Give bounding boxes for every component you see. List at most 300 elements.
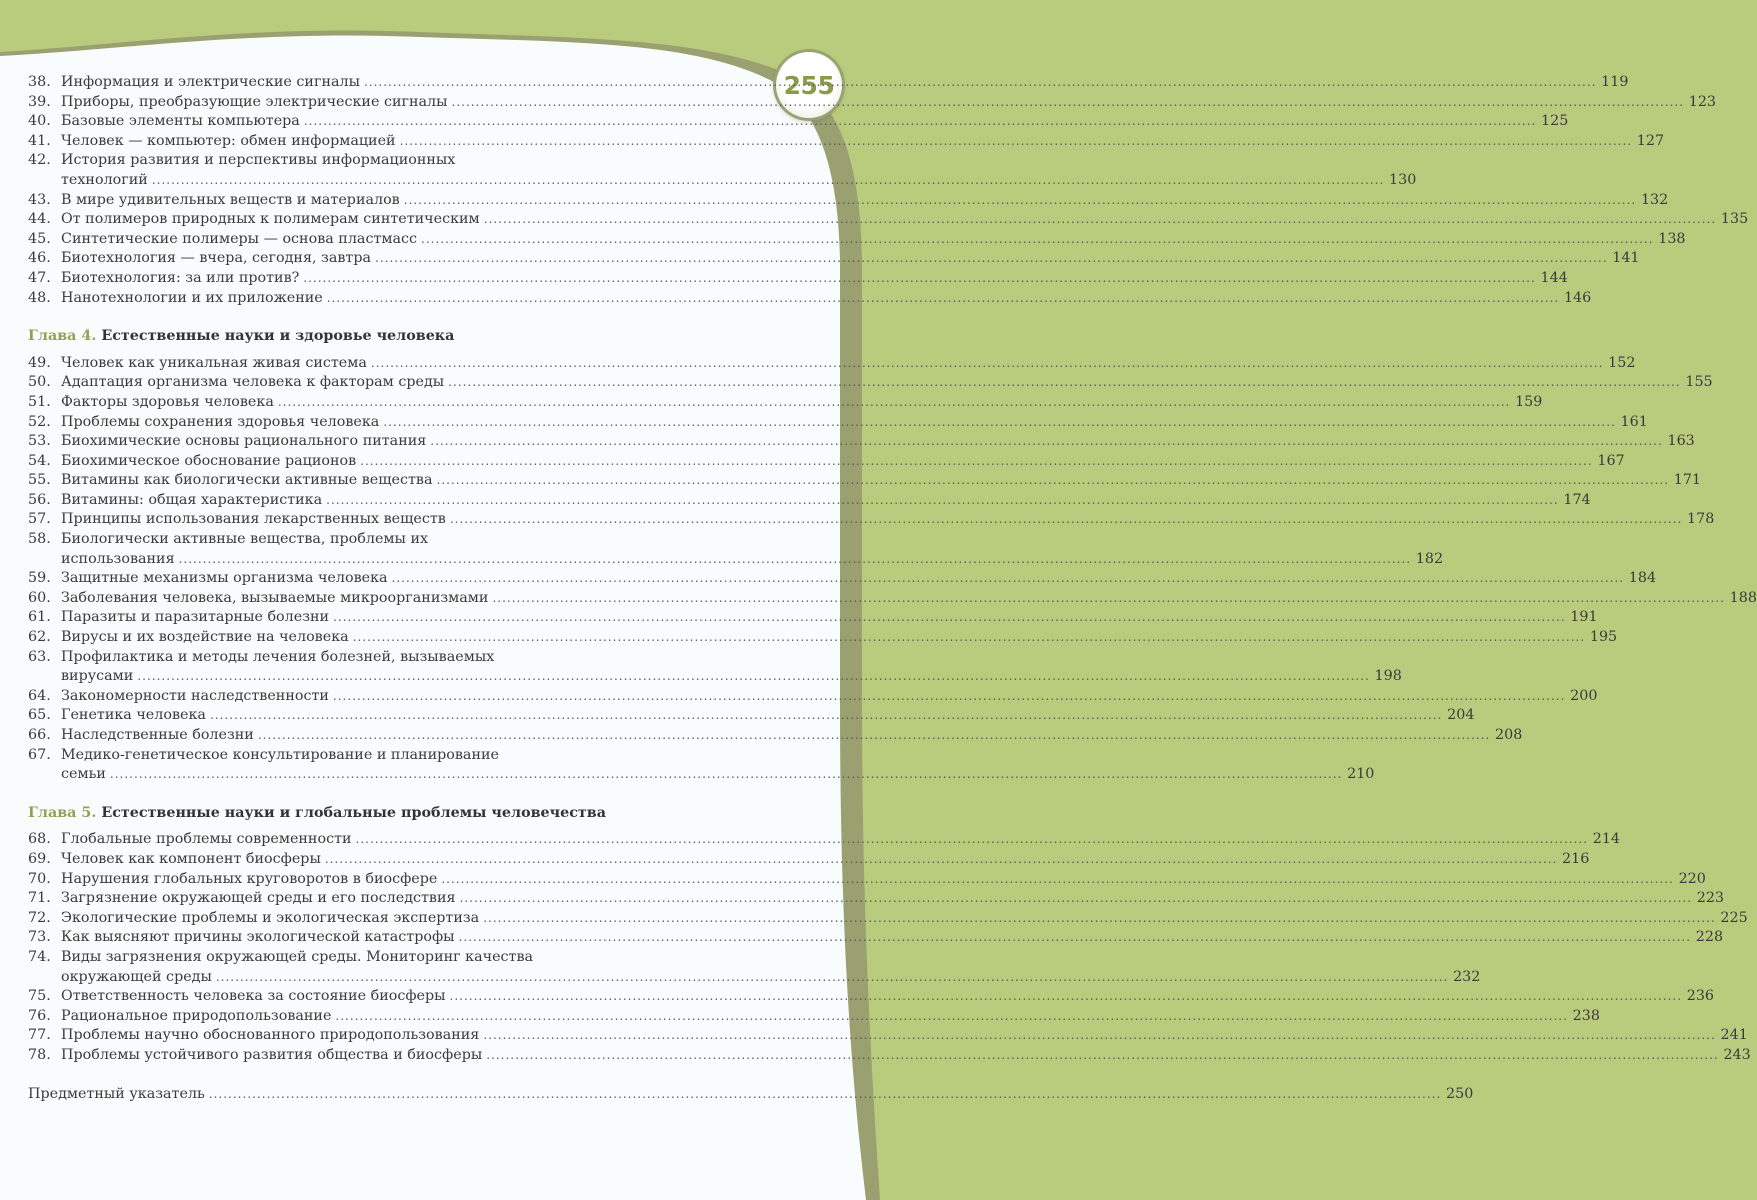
entry-number: 66. <box>28 727 51 743</box>
entry-number: 76. <box>28 1007 51 1024</box>
entry-number: 53. <box>28 433 51 450</box>
entry-title[interactable]: Загрязнение окружающей среды и его последствия <box>61 890 456 907</box>
entry-line <box>61 909 1748 929</box>
entry-title[interactable]: История развития и перспективы информационных <box>61 152 456 169</box>
entry-title[interactable]: использования <box>61 550 175 567</box>
entry-line <box>61 830 1620 850</box>
entry-title[interactable]: Нанотехнологии и их приложение <box>61 289 323 306</box>
toc-entry[interactable] <box>28 1046 1751 1066</box>
entry-title[interactable]: Как выясняют причины экологической катастрофы <box>61 929 455 946</box>
dot-leader <box>356 830 1589 850</box>
entry-title[interactable]: Биотехнология: за или против? <box>61 269 300 286</box>
entry-page[interactable]: 208 <box>1495 727 1523 743</box>
entry-number: 57. <box>28 511 51 528</box>
entry-title[interactable]: Витамины как биологически активные вещества <box>61 472 433 489</box>
entry-page[interactable]: 216 <box>1562 850 1590 867</box>
dot-leader <box>110 765 1343 785</box>
entry-line <box>61 968 1480 988</box>
entry-title[interactable]: От полимеров природных к полимерам синтетическим <box>61 211 480 228</box>
toc-entry[interactable] <box>28 589 1757 609</box>
entry-title[interactable]: Вирусы и их воздействие на человека <box>61 629 349 646</box>
entry-body <box>61 628 1617 648</box>
entry-body <box>61 1046 1751 1066</box>
entry-title[interactable]: Проблемы сохранения здоровья человека <box>61 413 380 430</box>
entry-line <box>61 452 1625 472</box>
toc-entry[interactable] <box>28 830 1621 850</box>
dot-leader <box>483 909 1716 929</box>
entry-number: 63. <box>28 648 51 665</box>
entry-page[interactable]: 127 <box>1636 132 1665 149</box>
entry-line <box>61 889 1724 909</box>
entry-line <box>61 987 1714 1007</box>
entry-page[interactable]: 195 <box>1589 629 1618 646</box>
entry-title[interactable]: Виды загрязнения окружающей среды. Мониторинг качества <box>61 948 534 965</box>
entry-page[interactable]: 182 <box>1415 550 1444 567</box>
entry-body <box>61 608 1598 628</box>
toc-entry[interactable] <box>28 491 1591 511</box>
toc-entry[interactable] <box>28 909 1748 929</box>
toc-entry[interactable] <box>28 850 1590 870</box>
entry-page[interactable]: 232 <box>1453 968 1481 985</box>
entry-body <box>61 452 1625 472</box>
entry-title[interactable]: технологий <box>61 171 148 188</box>
entry-line <box>61 928 1723 948</box>
entry-title[interactable]: Заболевания человека, вызываемые микроорганизмами <box>61 589 489 606</box>
entry-body <box>61 249 1640 269</box>
entry-page[interactable]: 159 <box>1515 393 1543 410</box>
entry-line <box>61 132 1664 152</box>
dot-leader <box>486 1046 1719 1066</box>
entry-line <box>61 269 1568 289</box>
entry-body <box>61 726 1522 746</box>
entry-line <box>61 73 1628 93</box>
entry-body <box>61 510 1714 530</box>
entry-number: 78. <box>28 1046 51 1063</box>
entry-page[interactable]: 161 <box>1620 413 1648 430</box>
entry-body <box>61 373 1713 393</box>
toc-entry[interactable] <box>28 230 1686 250</box>
entry-line <box>61 151 1416 171</box>
entry-page[interactable]: 174 <box>1563 491 1591 508</box>
entry-title[interactable]: Наследственные болезни <box>61 727 254 743</box>
entry-body <box>61 687 1597 707</box>
entry-number: 39. <box>28 93 51 110</box>
entry-title[interactable]: Биохимическое обоснование рационов <box>61 452 357 469</box>
entry-body <box>61 132 1664 152</box>
dot-leader <box>437 471 1670 491</box>
chapter-title: Естественные науки и глобальные проблемы человечества <box>101 804 606 821</box>
dot-leader <box>400 132 1633 152</box>
toc-entry[interactable] <box>28 432 1695 452</box>
entry-line <box>61 249 1640 269</box>
entry-body <box>61 354 1635 374</box>
entry-number: 58. <box>28 531 51 548</box>
entry-title[interactable]: Биотехнология — вчера, сегодня, завтра <box>61 250 372 267</box>
entry-line <box>61 1046 1751 1066</box>
entry-title[interactable]: окружающей среды <box>61 968 212 985</box>
entry-number: 75. <box>28 988 51 1005</box>
page-number: 255 <box>783 70 835 100</box>
entry-page[interactable]: 178 <box>1687 511 1715 528</box>
entry-title[interactable]: Защитные механизмы организма человека <box>61 570 388 587</box>
toc-entry[interactable] <box>28 191 1669 211</box>
entry-line <box>61 726 1522 746</box>
entry-page[interactable]: 200 <box>1570 687 1598 704</box>
toc-entry[interactable] <box>28 948 1481 987</box>
chapter-label: Глава 4. <box>28 328 97 345</box>
entry-title[interactable]: Биохимические основы рационального питания <box>61 433 427 450</box>
entry-body <box>61 987 1714 1007</box>
dot-leader <box>392 569 1625 589</box>
toc-entry[interactable] <box>28 889 1725 909</box>
dot-leader <box>152 171 1385 191</box>
dot-leader <box>333 687 1566 707</box>
entry-body <box>61 870 1706 890</box>
dot-leader <box>441 870 1674 890</box>
entry-line <box>61 491 1591 511</box>
dot-leader <box>216 968 1449 988</box>
entry-body <box>61 289 1591 309</box>
entry-page[interactable]: 135 <box>1720 211 1749 228</box>
entry-body <box>61 928 1723 948</box>
entry-title[interactable]: Профилактика и методы лечения болезней, вызываемых <box>61 648 495 665</box>
entry-number: 61. <box>28 609 51 626</box>
entry-title[interactable]: Принципы использования лекарственных веществ <box>61 511 446 528</box>
entry-page[interactable]: 204 <box>1447 707 1475 724</box>
entry-line <box>61 870 1706 890</box>
entry-line <box>61 648 1402 668</box>
dot-leader <box>353 628 1586 648</box>
toc-entry[interactable] <box>28 373 1713 393</box>
entry-page[interactable]: 119 <box>1601 74 1629 90</box>
entry-page[interactable]: 188 <box>1729 589 1757 606</box>
entry-page[interactable]: 210 <box>1347 766 1375 783</box>
entry-body <box>61 151 1416 190</box>
entry-body <box>61 93 1716 113</box>
entry-title[interactable]: Медико-генетическое консультирование и планирование <box>61 746 499 763</box>
entry-line <box>61 354 1635 374</box>
chapter-title: Естественные науки и здоровье человека <box>101 328 455 345</box>
chapter-heading <box>28 327 680 347</box>
entry-line <box>61 510 1714 530</box>
entry-body <box>61 948 1480 987</box>
toc-entry[interactable] <box>28 530 1444 569</box>
entry-body <box>61 850 1589 870</box>
toc-entry[interactable] <box>28 471 1702 491</box>
entry-number: 71. <box>28 890 51 907</box>
entry-page[interactable]: 146 <box>1563 289 1592 306</box>
toc-entry[interactable] <box>28 269 1568 289</box>
entry-line <box>61 850 1589 870</box>
dot-leader <box>333 608 1566 628</box>
entry-body <box>61 413 1648 433</box>
entry-page[interactable]: 228 <box>1695 929 1724 946</box>
index-page[interactable]: 250 <box>1446 1085 1474 1102</box>
dot-leader <box>460 889 1693 909</box>
entry-body <box>61 73 1628 93</box>
entry-number: 60. <box>28 589 51 606</box>
entry-number: 51. <box>28 393 51 410</box>
dot-leader <box>448 373 1681 393</box>
entry-number: 42. <box>28 152 51 169</box>
toc-entry[interactable] <box>28 510 1715 530</box>
entry-page[interactable]: 198 <box>1374 668 1402 685</box>
entry-number: 69. <box>28 850 51 867</box>
toc-entry[interactable] <box>28 93 1717 113</box>
entry-number: 62. <box>28 629 51 646</box>
entry-body <box>61 210 1748 230</box>
entry-line <box>61 93 1716 113</box>
dot-leader <box>258 726 1491 746</box>
entry-title[interactable]: вирусами <box>61 668 134 685</box>
entry-title[interactable]: Человек — компьютер: обмен информацией <box>61 132 396 149</box>
entry-title[interactable]: Проблемы устойчивого развития общества и биосферы <box>61 1046 483 1063</box>
entry-title[interactable]: семьи <box>61 766 106 783</box>
entry-number: 74. <box>28 948 51 965</box>
entry-page[interactable]: 138 <box>1658 230 1686 247</box>
dot-leader <box>179 550 1412 570</box>
entry-title[interactable]: Базовые элементы компьютера <box>61 113 300 130</box>
dot-leader <box>326 491 1559 511</box>
entry-line <box>61 393 1542 413</box>
entry-page[interactable]: 152 <box>1608 354 1636 371</box>
dot-leader <box>360 452 1593 472</box>
toc-entry[interactable] <box>28 249 1640 269</box>
entry-page[interactable]: 220 <box>1678 870 1706 887</box>
entry-number: 77. <box>28 1027 51 1044</box>
entry-page[interactable]: 238 <box>1572 1007 1600 1024</box>
entry-body <box>61 530 1443 569</box>
entry-title[interactable]: Витамины: общая характеристика <box>61 491 323 508</box>
entry-line <box>61 628 1617 648</box>
entry-line <box>61 706 1474 726</box>
toc-entry[interactable] <box>28 706 1475 726</box>
entry-line <box>61 230 1686 250</box>
entry-number: 52. <box>28 413 51 430</box>
entry-page[interactable]: 214 <box>1592 831 1621 848</box>
entry-line <box>61 471 1701 491</box>
entry-title[interactable]: Адаптация организма человека к факторам среды <box>61 374 445 391</box>
entry-number: 43. <box>28 191 51 208</box>
dot-leader <box>383 413 1616 433</box>
entry-line <box>61 608 1598 628</box>
entry-body <box>61 706 1474 726</box>
index-title[interactable]: Предметный указатель <box>28 1085 205 1102</box>
dot-leader <box>483 1026 1716 1046</box>
entry-title[interactable]: Проблемы научно обоснованного природопользования <box>61 1027 480 1044</box>
toc-entry[interactable] <box>28 569 1657 589</box>
dot-leader <box>404 191 1637 211</box>
entry-number: 65. <box>28 707 51 724</box>
entry-line <box>61 550 1443 570</box>
entry-number: 64. <box>28 687 51 704</box>
toc-entry[interactable] <box>28 393 1543 413</box>
dot-leader <box>209 1085 1442 1105</box>
entry-page[interactable]: 191 <box>1570 609 1598 626</box>
entry-line <box>61 171 1416 191</box>
entry-page[interactable]: 241 <box>1720 1027 1748 1044</box>
dot-leader <box>327 289 1560 309</box>
entry-number: 46. <box>28 250 51 267</box>
entry-line <box>61 289 1591 309</box>
entry-body <box>61 491 1591 511</box>
entry-page[interactable]: 123 <box>1688 93 1717 110</box>
entry-line <box>61 589 1757 609</box>
entry-page[interactable]: 243 <box>1723 1046 1751 1063</box>
toc-entry[interactable] <box>28 452 1625 472</box>
entry-title[interactable]: Информация и электрические сигналы <box>61 74 360 90</box>
entry-page[interactable]: 132 <box>1640 191 1669 208</box>
entry-title[interactable]: Рациональное природопользование <box>61 1007 332 1024</box>
dot-leader <box>484 210 1717 230</box>
toc-entry[interactable] <box>28 132 1665 152</box>
entry-body <box>61 1026 1748 1046</box>
entry-body <box>61 230 1686 250</box>
entry-number: 45. <box>28 230 51 247</box>
entry-body <box>61 746 1374 785</box>
entry-title[interactable]: Приборы, преобразующие электрические сигналы <box>61 93 448 110</box>
entry-title[interactable]: Факторы здоровья человека <box>61 393 274 410</box>
entry-number: 50. <box>28 374 51 391</box>
dot-leader <box>278 393 1511 413</box>
toc-entry[interactable] <box>28 648 1402 687</box>
dot-leader <box>450 987 1683 1007</box>
entry-title[interactable]: Синтетические полимеры — основа пластмасс <box>61 230 418 247</box>
entry-page[interactable]: 225 <box>1720 909 1748 926</box>
entry-line <box>61 432 1695 452</box>
entry-page[interactable]: 141 <box>1612 250 1640 267</box>
toc-entry[interactable] <box>28 687 1598 707</box>
entry-number: 48. <box>28 289 51 306</box>
entry-title[interactable]: Паразиты и паразитарные болезни <box>61 609 330 626</box>
entry-number: 40. <box>28 113 51 130</box>
entry-page[interactable]: 163 <box>1667 433 1695 450</box>
entry-page[interactable]: 236 <box>1686 988 1715 1005</box>
dot-leader <box>364 73 1597 93</box>
dot-leader <box>335 1007 1568 1027</box>
entry-line <box>61 373 1713 393</box>
entry-body <box>61 269 1568 289</box>
entry-line <box>61 1007 1600 1027</box>
entry-title[interactable]: Человек как уникальная живая система <box>61 354 367 371</box>
entry-page[interactable]: 223 <box>1696 890 1725 907</box>
entry-number: 49. <box>28 354 51 371</box>
entry-title[interactable]: Глобальные проблемы современности <box>61 831 352 848</box>
entry-number: 72. <box>28 909 51 926</box>
entry-number: 44. <box>28 211 51 228</box>
entry-body <box>61 191 1668 211</box>
dot-leader <box>137 667 1370 687</box>
entry-line <box>28 1085 1473 1105</box>
entry-number: 41. <box>28 132 51 149</box>
dot-leader <box>304 112 1537 132</box>
toc-entry[interactable] <box>28 112 1569 132</box>
entry-body <box>61 909 1748 929</box>
entry-body <box>61 432 1695 452</box>
entry-body <box>61 1007 1600 1027</box>
entry-line <box>61 191 1668 211</box>
dot-leader <box>430 432 1663 452</box>
entry-title[interactable]: Закономерности наследственности <box>61 687 329 704</box>
entry-title[interactable]: Нарушения глобальных круговоротов в биосфере <box>61 870 438 887</box>
entry-line <box>61 530 1443 550</box>
dot-leader <box>452 93 1685 113</box>
toc-entry[interactable] <box>28 151 1417 190</box>
index-entry[interactable] <box>28 1085 1474 1105</box>
dot-leader <box>371 354 1604 374</box>
entry-number: 55. <box>28 472 51 489</box>
entry-number: 67. <box>28 746 51 763</box>
dot-leader <box>450 510 1683 530</box>
entry-body <box>61 112 1568 132</box>
entry-page[interactable]: 130 <box>1389 171 1417 188</box>
entry-page[interactable]: 184 <box>1628 570 1657 587</box>
dot-leader <box>459 928 1692 948</box>
entry-body <box>61 830 1620 850</box>
entry-page[interactable]: 155 <box>1685 374 1713 391</box>
entry-page[interactable]: 125 <box>1541 113 1569 130</box>
toc-entry[interactable] <box>28 1026 1748 1046</box>
dot-leader <box>210 706 1443 726</box>
entry-title[interactable]: Биологически активные вещества, проблемы их <box>61 531 429 548</box>
chapter-heading <box>28 804 680 824</box>
toc-entry[interactable] <box>28 413 1648 433</box>
dot-leader <box>421 230 1654 250</box>
toc-entry[interactable] <box>28 726 1523 746</box>
entry-number: 59. <box>28 570 51 587</box>
entry-line <box>61 765 1374 785</box>
entry-number: 38. <box>28 74 51 90</box>
entry-number: 73. <box>28 929 51 946</box>
entry-line <box>61 210 1748 230</box>
toc-entry[interactable] <box>28 928 1724 948</box>
toc-entry[interactable] <box>28 1007 1600 1027</box>
entry-number: 68. <box>28 831 51 848</box>
entry-title[interactable]: Экологические проблемы и экологическая экспертиза <box>61 909 480 926</box>
entry-page[interactable]: 144 <box>1540 269 1568 286</box>
entry-line <box>61 1026 1748 1046</box>
entry-line <box>61 746 1374 766</box>
entry-number: 47. <box>28 269 51 286</box>
toc-entry[interactable] <box>28 608 1598 628</box>
entry-number: 54. <box>28 452 51 469</box>
entry-page[interactable]: 171 <box>1673 472 1702 489</box>
dot-leader <box>492 589 1725 609</box>
entry-line <box>61 687 1597 707</box>
toc-entry[interactable] <box>28 628 1618 648</box>
toc-entry[interactable] <box>28 354 1636 374</box>
entry-body <box>61 393 1542 413</box>
entry-page[interactable]: 167 <box>1597 452 1625 469</box>
entry-body <box>61 569 1656 589</box>
entry-title[interactable]: Генетика человека <box>61 707 206 724</box>
entry-body <box>61 471 1701 491</box>
toc-entry[interactable] <box>28 987 1715 1007</box>
entry-line <box>61 569 1656 589</box>
entry-title[interactable]: Ответственность человека за состояние биосферы <box>61 988 446 1005</box>
entry-body <box>61 648 1402 687</box>
toc-entry[interactable] <box>28 289 1592 309</box>
entry-line <box>61 413 1648 433</box>
entry-line <box>61 948 1480 968</box>
chapter-label: Глава 5. <box>28 804 97 821</box>
toc-entry[interactable] <box>28 210 1749 230</box>
entry-title[interactable]: Человек как компонент биосферы <box>61 850 321 867</box>
toc-entry[interactable] <box>28 870 1706 890</box>
entry-title[interactable]: В мире удивительных веществ и материалов <box>61 191 400 208</box>
dot-leader <box>325 850 1558 870</box>
toc-entry[interactable] <box>28 746 1375 785</box>
